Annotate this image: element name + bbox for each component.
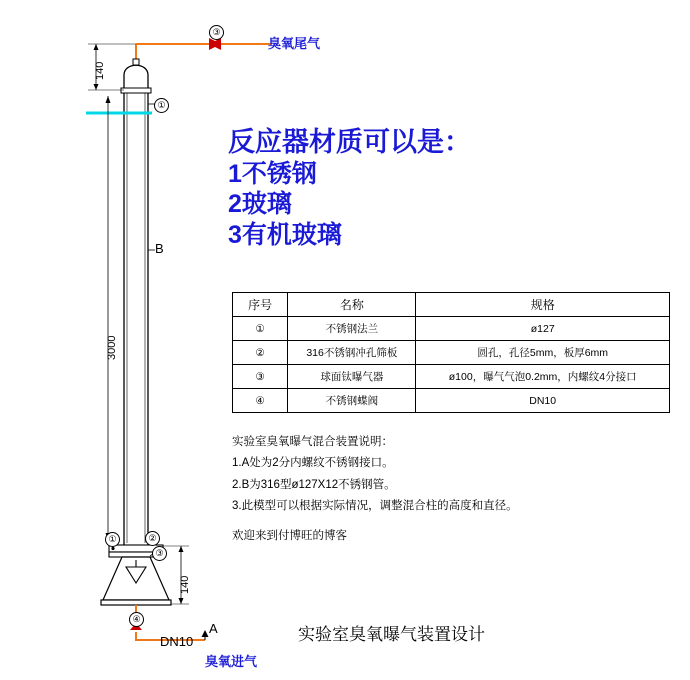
table-header-row: [233, 293, 670, 317]
table-cell-spec: 圆孔，孔径5mm，板厚6mm: [416, 341, 670, 365]
table-cell-name: 不锈钢蝶阀: [288, 389, 416, 413]
notes-item: 2.B为316型ø127X12不锈钢管。: [232, 478, 396, 491]
marker-2-bottom: ②: [145, 531, 160, 546]
table-cell-name: 316不锈钢冲孔筛板: [288, 341, 416, 365]
notes-spacer: [232, 517, 672, 526]
dim-top-140: 140: [94, 61, 106, 80]
table-header-name: 名称: [288, 293, 416, 317]
dim-total-3000: 3000: [106, 335, 118, 360]
table-cell-spec: DN10: [416, 389, 670, 413]
table-cell-name: 不锈钢法兰: [288, 317, 416, 341]
marker-1-bottom: ①: [105, 532, 120, 547]
label-point-b: B: [155, 241, 164, 256]
material-annotation-line-2: 1不锈钢: [228, 159, 317, 188]
material-annotation-line-4: 3有机玻璃: [228, 220, 342, 249]
marker-3-top: ③: [209, 25, 224, 40]
label-ozone-offgas: 臭氧尾气: [268, 36, 321, 51]
table-cell-no: ①: [233, 317, 288, 341]
table-cell-spec: ø127: [416, 317, 670, 341]
diagram-title: 实验室臭氧曝气装置设计: [298, 625, 485, 644]
marker-3-bottom: ③: [152, 546, 167, 561]
material-annotation-line-3: 2玻璃: [228, 190, 292, 219]
notes-heading: 实验室臭氧曝气混合装置说明：: [232, 436, 393, 448]
table-header-spec: 规格: [416, 293, 670, 317]
spec-table: [232, 292, 670, 413]
marker-leaders: [109, 104, 157, 556]
table-cell-no: ②: [233, 341, 288, 365]
reactor-column: [121, 59, 151, 545]
table-header-no: 序号: [233, 293, 288, 317]
table-cell-spec: ø100，曝气气泡0.2mm，内螺纹4分接口: [416, 365, 670, 389]
dimension-lines: [88, 44, 189, 604]
table-cell-name: 球面钛曝气器: [288, 365, 416, 389]
notes-block: [232, 432, 672, 547]
label-dn10: DN10: [160, 634, 194, 649]
notes-item: 1.A处为2分内螺纹不锈钢接口。: [232, 457, 394, 470]
inlet-point-a-marker: [202, 630, 209, 640]
dim-bottom-140: 140: [179, 575, 191, 594]
label-ozone-inlet: 臭氧进气: [205, 654, 258, 669]
table-row: [233, 389, 670, 413]
marker-1-top: ①: [154, 98, 169, 113]
notes-footer: 欢迎来到付博旺的博客: [232, 530, 347, 543]
material-annotation: [228, 126, 471, 250]
notes-item: 3.此模型可以根据实际情况，调整混合柱的高度和直径。: [232, 499, 518, 512]
table-row: [233, 317, 670, 341]
table-cell-no: ③: [233, 365, 288, 389]
label-point-a-bottom: A: [209, 621, 218, 636]
table-cell-no: ④: [233, 389, 288, 413]
offgas-pipe: [136, 44, 272, 64]
material-annotation-line-1: 反应器材质可以是：: [228, 127, 471, 157]
marker-4-bottom: ④: [129, 612, 144, 627]
table-row: [233, 341, 670, 365]
table-row: [233, 365, 670, 389]
